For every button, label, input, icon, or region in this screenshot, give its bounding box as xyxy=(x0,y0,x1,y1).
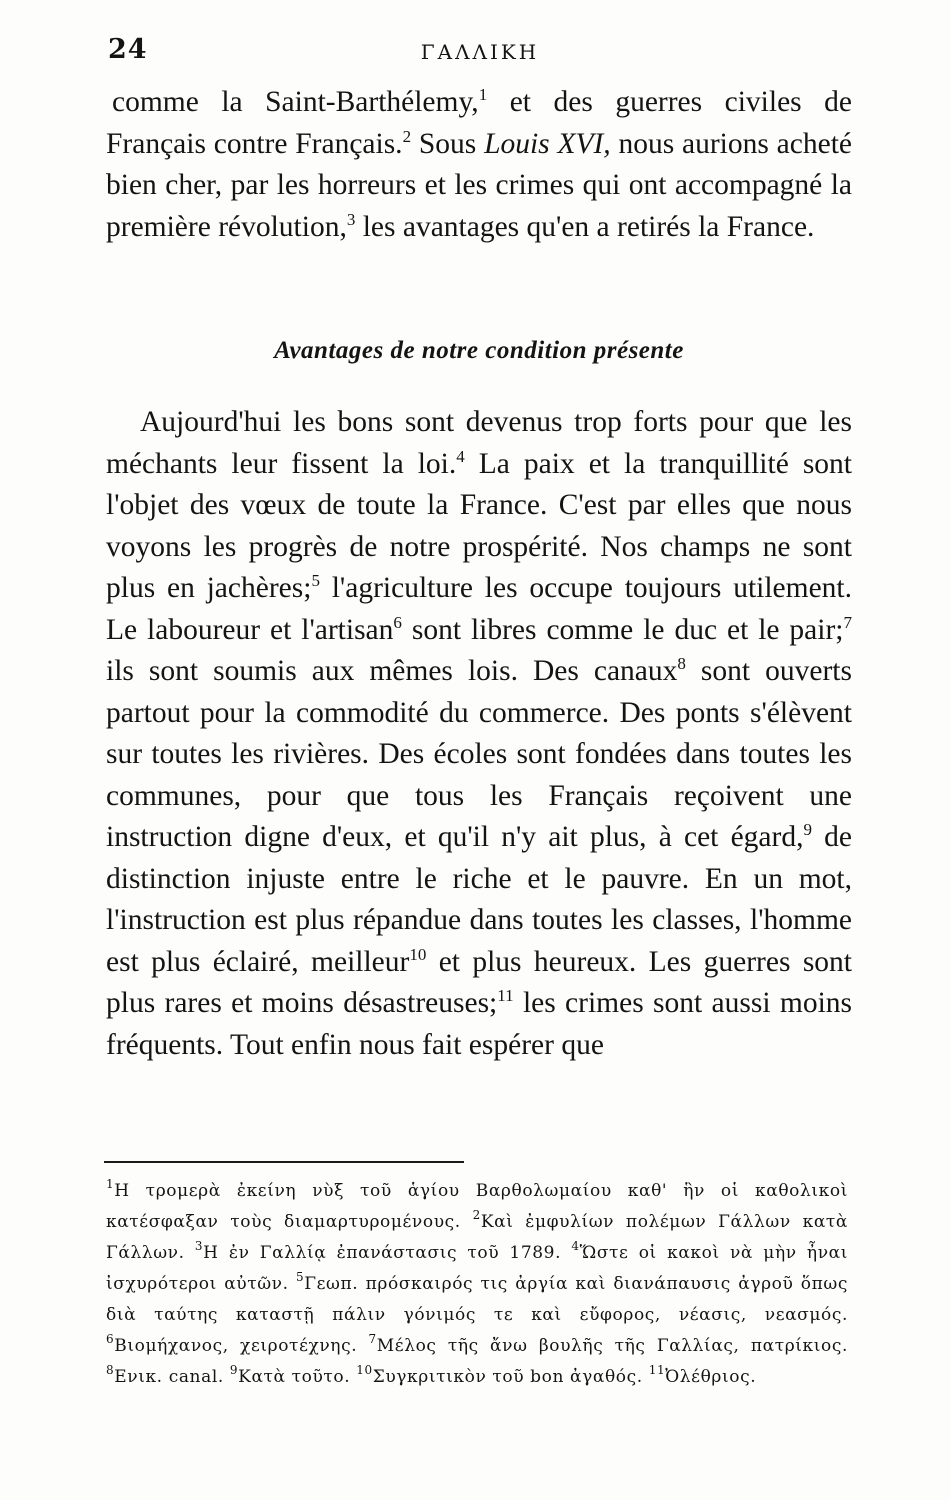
footnote-ref: 1 xyxy=(478,84,488,104)
section-heading: Avantages de notre condition présente xyxy=(274,337,684,364)
footnote-ref: 3 xyxy=(346,209,356,229)
footnote-number: 6 xyxy=(106,1332,115,1347)
footnote-ref: 7 xyxy=(843,612,852,632)
footnote-divider xyxy=(104,1161,464,1163)
footnote-ref: 11 xyxy=(497,985,514,1005)
footnote-number: 10 xyxy=(356,1363,373,1378)
footnotes: $^1$Η τρομερὰ ἐκείνη νὺξ τοῦ ἁγίου Βαρθολωμαίου καθ' ἣν οἱ καθολικοὶ κατέσφαξαν τοὺς διαμαρτυρομένους. $^2$Καὶ ἐμφυλίων πολέμων Γάλλων κατὰ Γάλλων. $^3$Η ἐν Γαλλίᾳ ἐπανάστασις τοῦ 1789. $^4$Ὥστε οἱ κακοὶ νὰ μὴν ἦναι ἰσχυρότεροι αὐτῶν. $^5$Γεωπ. πρόσκαιρός τις ἀργία καὶ διανάπαυσις ἀγροῦ ὅπως διὰ ταύτης καταστῇ πάλιν γόνιμός τε καὶ εὔφορος, νέασις, νεασμός. $^6$Βιομήχανος, χειροτέχνης. $^7$Μέλος τῆς ἄνω βουλῆς τῆς Γαλλίας, πατρίκιος. $^8$Ενικ. canal. $^9$Κατὰ τοῦτο. $^{10}$Συγκριτικὸν τοῦ bon ἀγαθός. $^{11}$Ὀλέθριος. xyxy=(106,1177,849,1387)
footnote-ref: 4 xyxy=(456,446,465,466)
page-header xyxy=(108,34,852,74)
footnote-number: 2 xyxy=(472,1208,481,1223)
page-number: 24 xyxy=(108,34,148,65)
footnote-number: 5 xyxy=(295,1270,305,1285)
paragraph-continuation: comme la Saint-Barthélemy,$^1$ et des guerres civiles de Français contre Français.$^2$ Sous Louis XVI, nous aurions acheté bien cher, par les horreurs et les crimes qui ont accompagné la première révolution,$^3$ les avantages qu'en a retirés la France. xyxy=(106,84,852,243)
footnote-ref: 6 xyxy=(393,612,402,632)
footnote-number: 7 xyxy=(368,1332,377,1347)
footnote-number: 8 xyxy=(106,1363,115,1378)
footnote-number: 4 xyxy=(571,1239,580,1254)
footnote-number: 3 xyxy=(194,1239,204,1254)
footnote-ref: 10 xyxy=(409,944,427,964)
running-title: ΓΑΛΛΙΚΗ xyxy=(420,40,540,64)
footnote-ref: 2 xyxy=(402,126,412,146)
footnote-number: 1 xyxy=(106,1177,115,1192)
footnote-ref: 8 xyxy=(677,653,686,673)
main-paragraph: Aujourd'hui les bons sont devenus trop forts pour que les méchants leur fissent la loi.$^4$ La paix et la tranquillité sont l'objet des vœux de toute la France. C'est par elles que nous voyons les progrès de notre prospérité. Nos champs ne sont plus en jachères;$^5$ l'agriculture les occupe toujours utilement. Le laboureur et l'artisan$^6$ sont libres comme le duc et le pair;$^7$ ils sont soumis aux mêmes lois. Des canaux$^8$ sont ouverts partout pour la commodité du commerce. Des ponts s'élèvent sur toutes les rivières. Des écoles sont fondées dans toutes les communes, pour que tous les Français reçoivent une instruction digne d'eux, et qu'il n'y ait plus, à cet égard,$^9$ de distinction injuste entre le riche et le pauvre. En un mot, l'instruction est plus répandue dans toutes les classes, l'homme est plus éclairé, meilleur$^{10}$ et plus heureux. Les guerres sont plus rares et moins désastreuses;$^{11}$ les crimes sont aussi moins fréquents. Tout enfin nous fait espérer que xyxy=(106,406,853,1061)
footnote-number: 9 xyxy=(229,1363,239,1378)
italic-name: Louis XVI, xyxy=(484,127,611,160)
footnote-ref: 9 xyxy=(803,819,812,839)
footnote-ref: 5 xyxy=(311,570,320,590)
footnote-number: 11 xyxy=(648,1363,666,1378)
